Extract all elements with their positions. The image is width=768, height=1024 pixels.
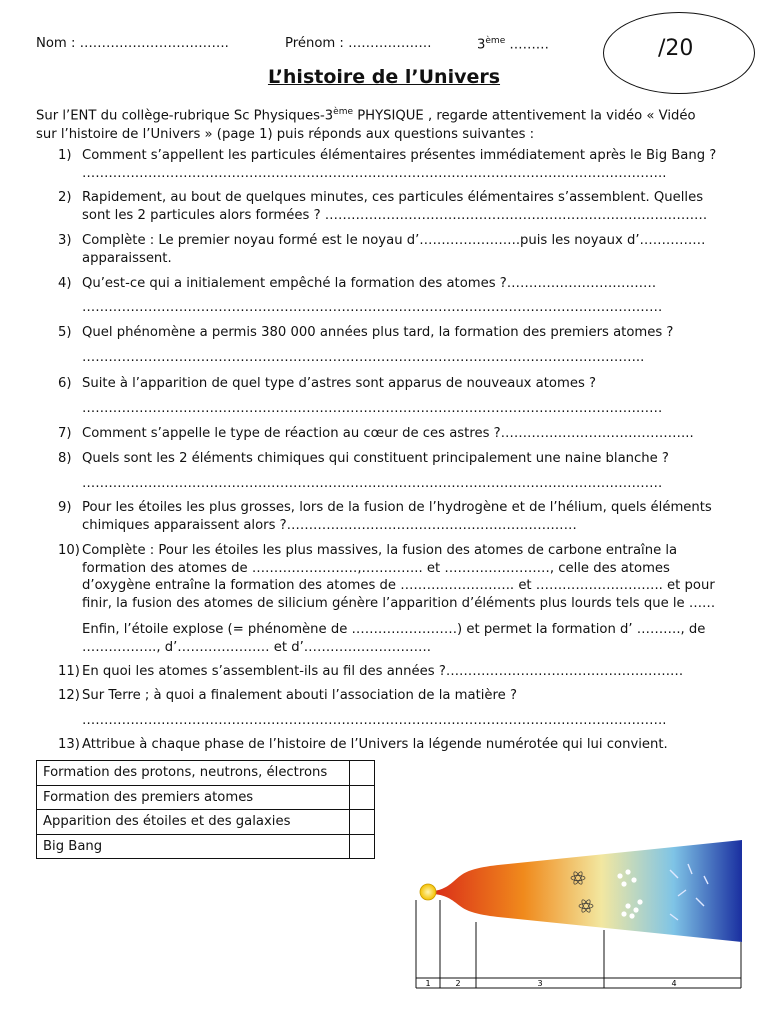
question-6-answer: ……………………………………………………………………………………………………………………: [82, 401, 663, 416]
question-8-answer: ……………………………………………………………………………………………………………………: [82, 476, 663, 491]
question-5-text: Quel phénomène a permis 380 000 années plus tard, la formation des premiers atomes ?: [82, 325, 674, 340]
question-9-text: Pour les étoiles les plus grosses, lors de la fusion de l’hydrogène et de l’hélium, quels éléments: [82, 500, 712, 515]
universe-history-figure: [408, 836, 748, 996]
question-6-number: 6): [58, 376, 72, 391]
legend-label: Apparition des étoiles et des galaxies: [37, 810, 350, 835]
universe-expansion-shape: [430, 840, 742, 942]
question-5-answer: ………………………………………………………………………………………………………………..: [82, 350, 645, 365]
timeline-label-3: 3: [537, 979, 543, 988]
question-13-number: 13): [58, 737, 80, 752]
answer-box[interactable]: [350, 834, 375, 859]
answer-box[interactable]: [350, 810, 375, 835]
intro-line-1: Sur l’ENT du collège-rubrique Sc Physiques-3ème PHYSIQUE , regarde attentivement la vidéo « Vidéo: [36, 107, 696, 124]
question-1-text: Comment s’appellent les particules élémentaires présentes immédiatement après le Big Bang ?: [82, 148, 717, 163]
question-11-number: 11): [58, 664, 80, 679]
table-row: [37, 810, 375, 835]
intro-line-2: sur l’histoire de l’Univers » (page 1) puis réponds aux questions suivantes :: [36, 127, 535, 142]
question-10-number: 10): [58, 543, 80, 558]
big-bang-point: [420, 884, 436, 900]
question-10-text: Complète : Pour les étoiles les plus massives, la fusion des atomes de carbone entraîne la: [82, 543, 678, 558]
question-5-number: 5): [58, 325, 72, 340]
question-12-answer: …………………………………………………………………………………………………………………….: [82, 713, 667, 728]
question-12-number: 12): [58, 688, 80, 703]
question-3-number: 3): [58, 233, 72, 248]
question-10-text-3: d’oxygène entraîne la formation des atomes de …………………….. et ……………………….. et pour: [82, 578, 715, 593]
question-8-number: 8): [58, 451, 72, 466]
question-9-text-2: chimiques apparaissent alors ?…………………………………………………………: [82, 518, 577, 533]
legend-label: Formation des protons, neutrons, électrons: [37, 761, 350, 786]
question-9-number: 9): [58, 500, 72, 515]
question-3-text-2: apparaissent.: [82, 251, 172, 266]
question-1-answer: …………………………………………………………………………………………………………………….: [82, 166, 667, 181]
question-4-text: Qu’est-ce qui a initialement empêché la formation des atomes ?…………………………….: [82, 276, 657, 291]
table-row: [37, 785, 375, 810]
question-12-text: Sur Terre ; à quoi a finalement abouti l’association de la matière ?: [82, 688, 517, 703]
table-row: [37, 834, 375, 859]
table-row: [37, 761, 375, 786]
score-text: /20: [658, 36, 694, 61]
question-10-text-2: formation des atomes de ……………………,………….. et ……………………, celle des atomes: [82, 561, 670, 576]
legend-label: Big Bang: [37, 834, 350, 859]
question-13-text: Attribue à chaque phase de l’histoire de l’Univers la légende numérotée qui lui convient.: [82, 737, 668, 752]
timeline-label-4: 4: [671, 979, 677, 988]
question-10-text-5: Enfin, l’étoile explose (= phénomène de ……………………) et permet la formation d’ ………., de: [82, 622, 706, 637]
question-2-text: Rapidement, au bout de quelques minutes, ces particules élémentaires s’assemblent. Quelles: [82, 190, 704, 205]
question-6-text: Suite à l’apparition de quel type d’astres sont apparus de nouveaux atomes ?: [82, 376, 597, 391]
firstname-field: Prénom : ……………….: [285, 36, 432, 51]
timeline-label-1: 1: [425, 979, 431, 988]
question-4-answer: ……………………………………………………………………………………………………………………: [82, 300, 663, 315]
timeline-label-2: 2: [455, 979, 461, 988]
class-field: 3ème ………: [477, 36, 549, 53]
question-10-text-4: finir, la fusion des atomes de silicium génère l’apparition d’éléments plus lourds tels que le ……: [82, 596, 716, 611]
question-1-number: 1): [58, 148, 72, 163]
question-3-text: Complète : Le premier noyau formé est le noyau d’…………………..puis les noyaux d’……………: [82, 233, 706, 248]
question-2-number: 2): [58, 190, 72, 205]
name-field: Nom : …………………………….: [36, 36, 229, 51]
question-7-number: 7): [58, 426, 72, 441]
question-7-text: Comment s’appelle le type de réaction au cœur de ces astres ?……………………………………..: [82, 426, 694, 441]
question-11-text: En quoi les atomes s’assemblent-ils au fil des années ?………………………………………………: [82, 664, 684, 679]
answer-box[interactable]: [350, 785, 375, 810]
question-10-text-6: …………….., d’………………… et d’………………………..: [82, 640, 431, 655]
page-title: L’histoire de l’Univers: [267, 66, 501, 88]
legend-table: [36, 760, 375, 859]
question-4-number: 4): [58, 276, 72, 291]
answer-box[interactable]: [350, 761, 375, 786]
question-8-text: Quels sont les 2 éléments chimiques qui constituent principalement une naine blanche ?: [82, 451, 669, 466]
legend-label: Formation des premiers atomes: [37, 785, 350, 810]
question-2-text-2: sont les 2 particules alors formées ? ……………………………………………………………………………: [82, 208, 708, 223]
